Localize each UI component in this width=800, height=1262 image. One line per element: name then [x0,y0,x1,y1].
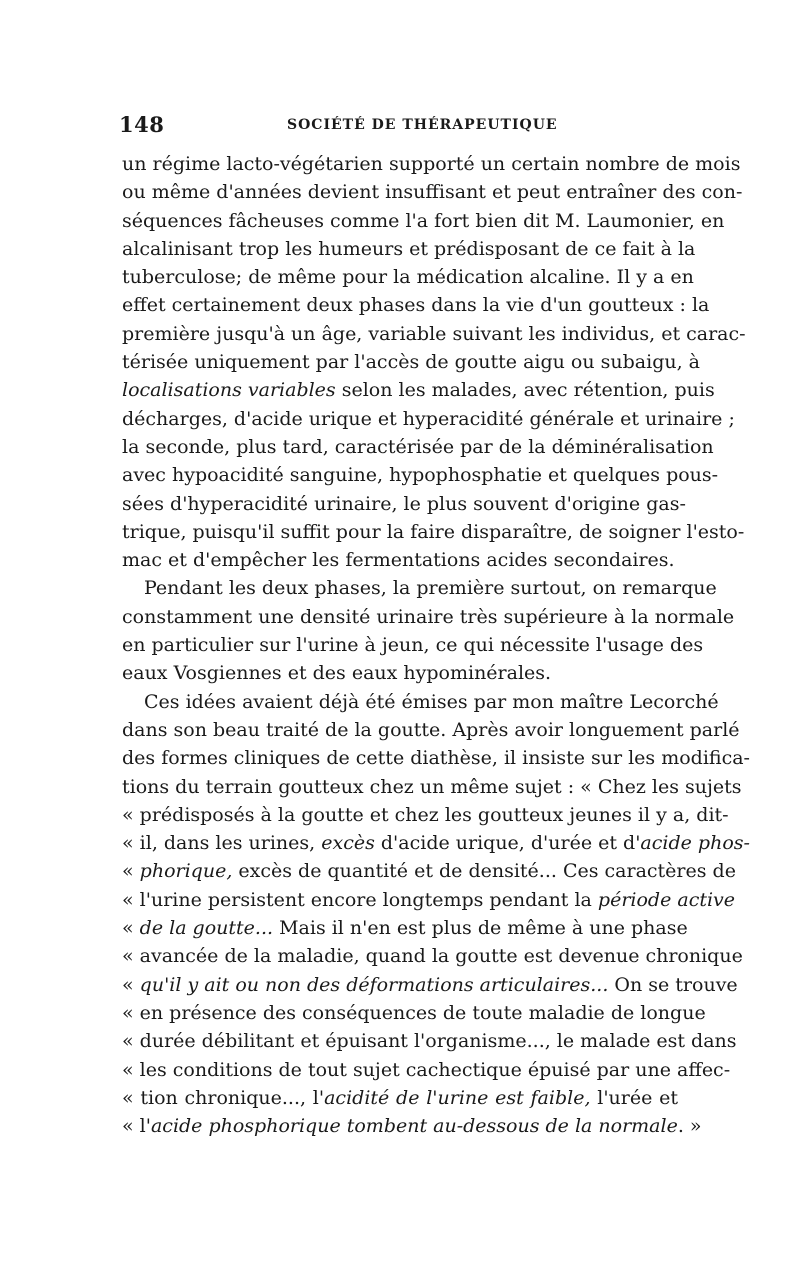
text-segment: « en présence des conséquences de toute maladie de longue [122,1001,706,1024]
text-segment: la seconde, plus tard, caractérisée par de la déminéralisation [122,435,714,458]
text-segment: Pendant les deux phases, la première surtout, on remarque [144,577,717,600]
text-segment: « avancée de la maladie, quand la goutte est devenue chronique [122,945,743,968]
text-line [122,1027,737,1055]
text-line [122,574,717,602]
text-segment: Mais il n'en est plus de même à une phase [273,917,688,940]
text-segment: « [122,917,140,940]
text-segment: « durée débilitant et épuisant l'organisme..., le malade est dans [122,1030,737,1053]
italic-text: localisations variables [122,379,336,402]
text-segment: tions du terrain goutteux chez un même sujet : « Chez les sujets [122,775,742,798]
text-line [122,659,678,687]
text-segment: dans son beau traité de la goutte. Après avoir longuement parlé [122,718,740,741]
text-segment: eaux Vosgiennes et des eaux hypominérales. [122,662,552,685]
text-line [122,546,678,574]
text-segment: mac et d'empêcher les fermentations acides secondaires. [122,549,675,572]
text-line [122,942,743,970]
paragraph [122,688,750,1141]
italic-text: phorique, [139,860,233,883]
text-line [122,263,694,291]
text-segment: On se trouve [608,973,738,996]
text-segment: en particulier sur l'urine à jeun, ce qui nécessite l'usage des [122,634,704,657]
text-segment: trique, puisqu'il suffit pour la faire disparaître, de soigner l'esto- [122,520,745,543]
text-segment: décharges, d'acide urique et hyperacidité générale et urinaire ; [122,407,735,430]
italic-text: période active [597,888,736,911]
text-line [122,376,715,404]
text-line [122,857,736,885]
text-segment: des formes cliniques de cette diathèse, il insiste sur les modifica- [122,747,750,770]
text-line [122,235,696,263]
text-segment: un régime lacto-végétarien supporté un certain nombre de mois [122,153,741,175]
text-line [122,291,710,319]
text-segment: « prédisposés à la goutte et chez les goutteux jeunes il y a, dit- [122,803,729,826]
text-line [122,405,735,433]
text-segment: alcalinisant trop les humeurs et prédisposant de ce fait à la [122,237,696,260]
running-title: SOCIÉTÉ DE THÉRAPEUTIQUE [287,117,558,133]
text-line [122,1112,702,1140]
text-line [122,1084,678,1112]
text-line [122,603,735,631]
text-segment: ou même d'années devient insuffisant et peut entraîner des con- [122,181,743,204]
text-line [122,461,719,489]
text-segment: l'urée et [590,1086,678,1109]
text-line [122,914,688,942]
text-line [122,631,704,659]
text-line [122,518,745,546]
text-line [122,801,729,829]
text-segment: effet certainement deux phases dans la vie d'un goutteux : la [122,294,710,317]
text-line [122,829,750,857]
text-segment: excès de quantité et de densité... Ces caractères de [232,860,736,883]
italic-text: acidité de l'urine est faible, [324,1086,591,1109]
text-segment: « les conditions de tout sujet cachectique épuisé par une affec- [122,1058,731,1081]
text-segment: Ces idées avaient déjà été émises par mon maître Lecorché [144,690,719,713]
text-segment: térisée uniquement par l'accès de goutte aigu ou subaigu, à [122,351,700,374]
text-line [122,886,736,914]
text-line [122,688,719,716]
italic-text: acide phosphorique tombent au-dessous de la normale [150,1115,678,1138]
text-line [122,1056,731,1084]
page-header [119,112,679,142]
text-line [122,320,746,348]
paragraph [122,150,746,574]
text-segment: selon les malades, avec rétention, puis [335,379,715,402]
text-line [122,178,743,206]
text-segment: avec hypoacidité sanguine, hypophosphatie et quelques pous- [122,464,719,487]
text-segment: « [122,973,140,996]
italic-text: qu'il y ait ou non des déformations articulaires... [139,973,609,996]
text-line [122,207,725,235]
text-segment: première jusqu'à un âge, variable suivant les individus, et carac- [122,322,746,345]
text-line [122,150,741,178]
text-segment: sées d'hyperacidité urinaire, le plus souvent d'origine gas- [122,492,686,515]
body-text [122,150,750,1140]
text-segment: « l'urine persistent encore longtemps pendant la [122,888,598,911]
italic-text: excès [321,832,375,855]
text-segment: tuberculose; de même pour la médication alcaline. Il y a en [122,266,694,289]
text-line [122,744,750,772]
text-segment: « l' [122,1115,151,1138]
text-line [122,433,714,461]
text-segment: « [122,860,140,883]
text-segment: . » [677,1115,702,1138]
text-segment: séquences fâcheuses comme l'a fort bien dit M. Laumonier, en [122,209,725,232]
paragraph [122,574,735,687]
italic-text: acide phos- [640,832,750,855]
text-line [122,490,686,518]
text-line [122,348,700,376]
text-line [122,999,706,1027]
text-segment: constamment une densité urinaire très supérieure à la normale [122,605,735,628]
text-line [122,716,740,744]
text-segment: « il, dans les urines, [122,832,322,855]
italic-text: de la goutte... [139,917,274,940]
text-line [122,773,742,801]
text-line [122,971,738,999]
text-segment: « tion chronique..., l' [122,1086,325,1109]
text-segment: d'acide urique, d'urée et d' [374,832,641,855]
page-number: 148 [119,112,165,137]
